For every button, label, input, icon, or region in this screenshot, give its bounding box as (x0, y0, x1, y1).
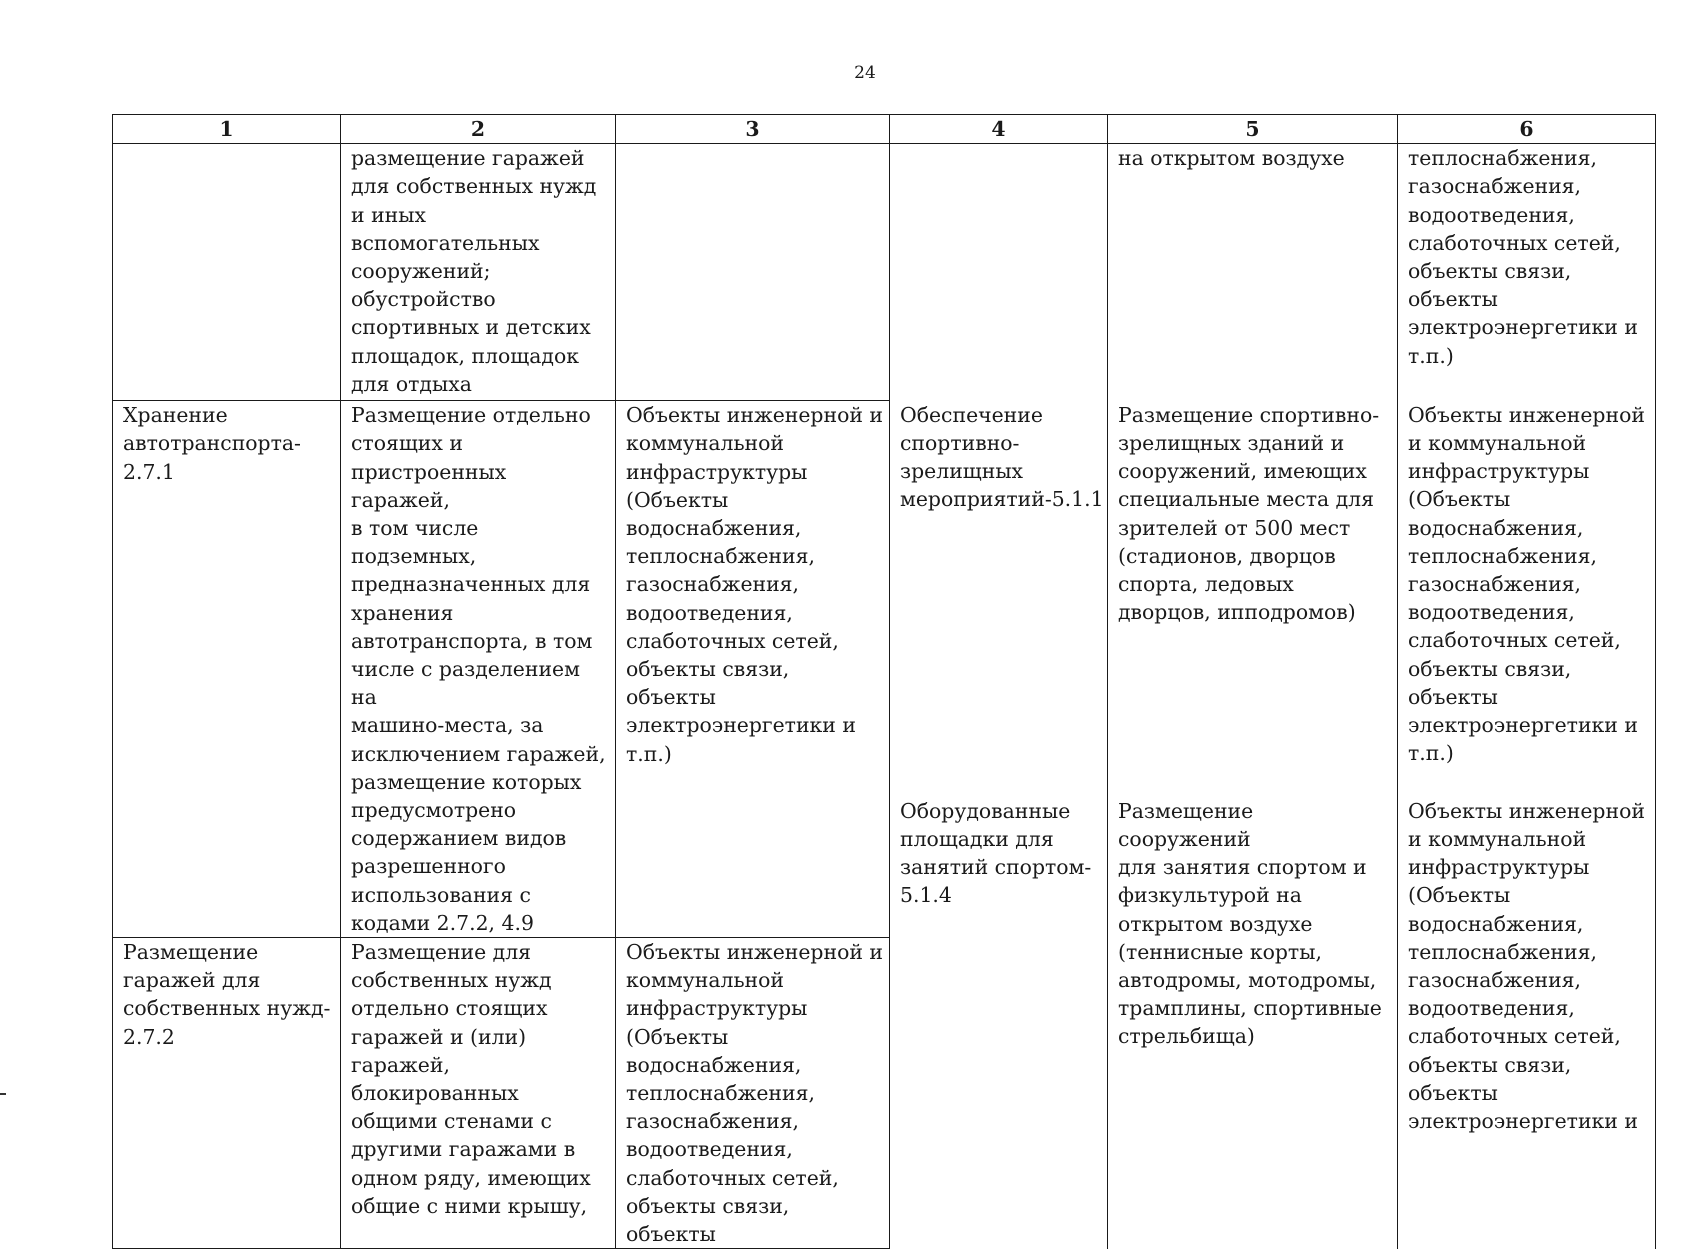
table-cell: теплоснабжения, газоснабжения, водоотведения, слаботочных сетей, объекты связи, объекты электроэнергетики и т.п.) (1398, 144, 1656, 401)
column-header: 4 (890, 115, 1108, 144)
table-cell (113, 144, 341, 401)
column-header: 1 (113, 115, 341, 144)
table-cell: на открытом воздухе (1108, 144, 1398, 401)
table-cell: Объекты инженерной и коммунальной инфраструктуры (Объекты водоснабжения, теплоснабжения, газоснабжения, водоотведения, слаботочных сетей, объекты связи, объекты (616, 938, 890, 1249)
table-cell: Объекты инженерной и коммунальной инфраструктуры (Объекты водоснабжения, теплоснабжения, газоснабжения, водоотведения, слаботочных сетей, объекты связи, объекты электроэнергетики и (1398, 797, 1656, 1249)
table-cell: Размещение гаражей для собственных нужд- 2.7.2 (113, 938, 341, 1249)
zoning-table (112, 114, 1656, 1249)
margin-mark (0, 1093, 6, 1095)
table-cell: Оборудованные площадки для занятий спортом- 5.1.4 (890, 797, 1108, 1249)
table-cell: размещение гаражей для собственных нужд и иных вспомогательных сооружений; обустройство спортивных и детских площадок, площадок для отдыха (341, 144, 616, 401)
table-cell: Объекты инженерной и коммунальной инфраструктуры (Объекты водоснабжения, теплоснабжения, газоснабжения, водоотведения, слаботочных сетей, объекты связи, объекты электроэнергетики и т.п.) (1398, 401, 1656, 797)
table-row (113, 144, 1656, 401)
table-cell (616, 144, 890, 401)
column-header: 3 (616, 115, 890, 144)
column-header: 6 (1398, 115, 1656, 144)
table-cell: Размещение для собственных нужд отдельно стоящих гаражей и (или) гаражей, блокированных общими стенами с другими гаражами в одном ряду, имеющих общие с ними крышу, (341, 938, 616, 1249)
table-cell: Обеспечение спортивно- зрелищных мероприятий-5.1.1 (890, 401, 1108, 797)
table-cell: Объекты инженерной и коммунальной инфраструктуры (Объекты водоснабжения, теплоснабжения, газоснабжения, водоотведения, слаботочных сетей, объекты связи, объекты электроэнергетики и т.п.) (616, 401, 890, 938)
column-header: 2 (341, 115, 616, 144)
table-cell: Размещение отдельно стоящих и пристроенных гаражей, в том числе подземных, предназначенных для хранения автотранспорта, в том числе с разделением на машино-места, за исключением гаражей, размещение которых предусмотрено содержанием видов разрешенного использования с кодами 2.7.2, 4.9 (341, 401, 616, 938)
table-cell: Размещение спортивно- зрелищных зданий и сооружений, имеющих специальные места для зрителей от 500 мест (стадионов, дворцов спорта, ледовых дворцов, ипподромов) (1108, 401, 1398, 797)
table-cell (890, 144, 1108, 401)
table-cell: Размещение сооружений для занятия спортом и физкультурой на открытом воздухе (теннисные корты, автодромы, мотодромы, трамплины, спортивные стрельбища) (1108, 797, 1398, 1249)
column-header: 5 (1108, 115, 1398, 144)
page-number: 24 (854, 63, 876, 83)
header-row (113, 115, 1656, 144)
table-cell: Хранение автотранспорта- 2.7.1 (113, 401, 341, 938)
